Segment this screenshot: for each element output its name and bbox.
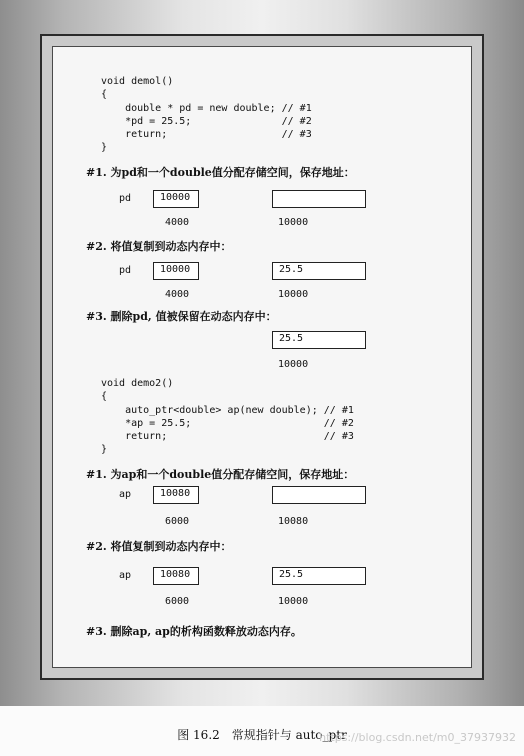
figure-caption: 图 16.2 常规指针与 auto_ptr — [177, 728, 347, 742]
step-note: #3. 删除ap, ap的析构函数释放动态内存。 — [86, 625, 302, 638]
pointer-cell: 10080 — [153, 567, 199, 585]
heap-address: 10000 — [278, 217, 309, 228]
code-line: double * pd = new double; // #1 — [101, 103, 312, 114]
pointer-name: ap — [119, 489, 132, 500]
code-line: void demol() — [101, 76, 174, 87]
code-line: *ap = 25.5; // #2 — [101, 418, 354, 429]
heap-address: 10000 — [278, 596, 309, 607]
pointer-name: pd — [119, 193, 132, 204]
pointer-cell: 10080 — [153, 486, 199, 504]
figure-panel — [52, 46, 472, 668]
watermark: https://blog.csdn.net/m0_37937932 — [319, 731, 516, 744]
pointer-address: 6000 — [165, 596, 190, 607]
step-note: #3. 删除pd, 值被保留在动态内存中： — [86, 310, 277, 323]
pointer-address: 4000 — [165, 289, 190, 300]
step-note: #1. 为ap和一个double值分配存储空间，保存地址： — [86, 468, 355, 481]
heap-cell: 25.5 — [272, 331, 366, 349]
pointer-name: pd — [119, 265, 132, 276]
code-line: { — [101, 89, 108, 100]
code-line: { — [101, 391, 108, 402]
heap-cell — [272, 190, 366, 208]
pointer-cell: 10000 — [153, 262, 199, 280]
pointer-cell: 10000 — [153, 190, 199, 208]
step-note: #2. 将值复制到动态内存中： — [86, 540, 232, 553]
pointer-address: 6000 — [165, 516, 190, 527]
heap-cell: 25.5 — [272, 262, 366, 280]
code-line: auto_ptr<double> ap(new double); // #1 — [101, 405, 354, 416]
heap-address: 10080 — [278, 516, 309, 527]
pointer-name: ap — [119, 570, 132, 581]
heap-address: 10000 — [278, 289, 309, 300]
step-note: #1. 为pd和一个double值分配存储空间，保存地址： — [86, 166, 355, 179]
code-line: *pd = 25.5; // #2 — [101, 116, 312, 127]
code-line: } — [101, 444, 108, 455]
code-line: } — [101, 142, 108, 153]
pointer-address: 4000 — [165, 217, 190, 228]
code-line: return; // #3 — [101, 431, 354, 442]
step-note: #2. 将值复制到动态内存中： — [86, 240, 232, 253]
code-line: return; // #3 — [101, 129, 312, 140]
heap-cell: 25.5 — [272, 567, 366, 585]
heap-address: 10000 — [278, 359, 309, 370]
code-line: void demo2() — [101, 378, 174, 389]
heap-cell — [272, 486, 366, 504]
